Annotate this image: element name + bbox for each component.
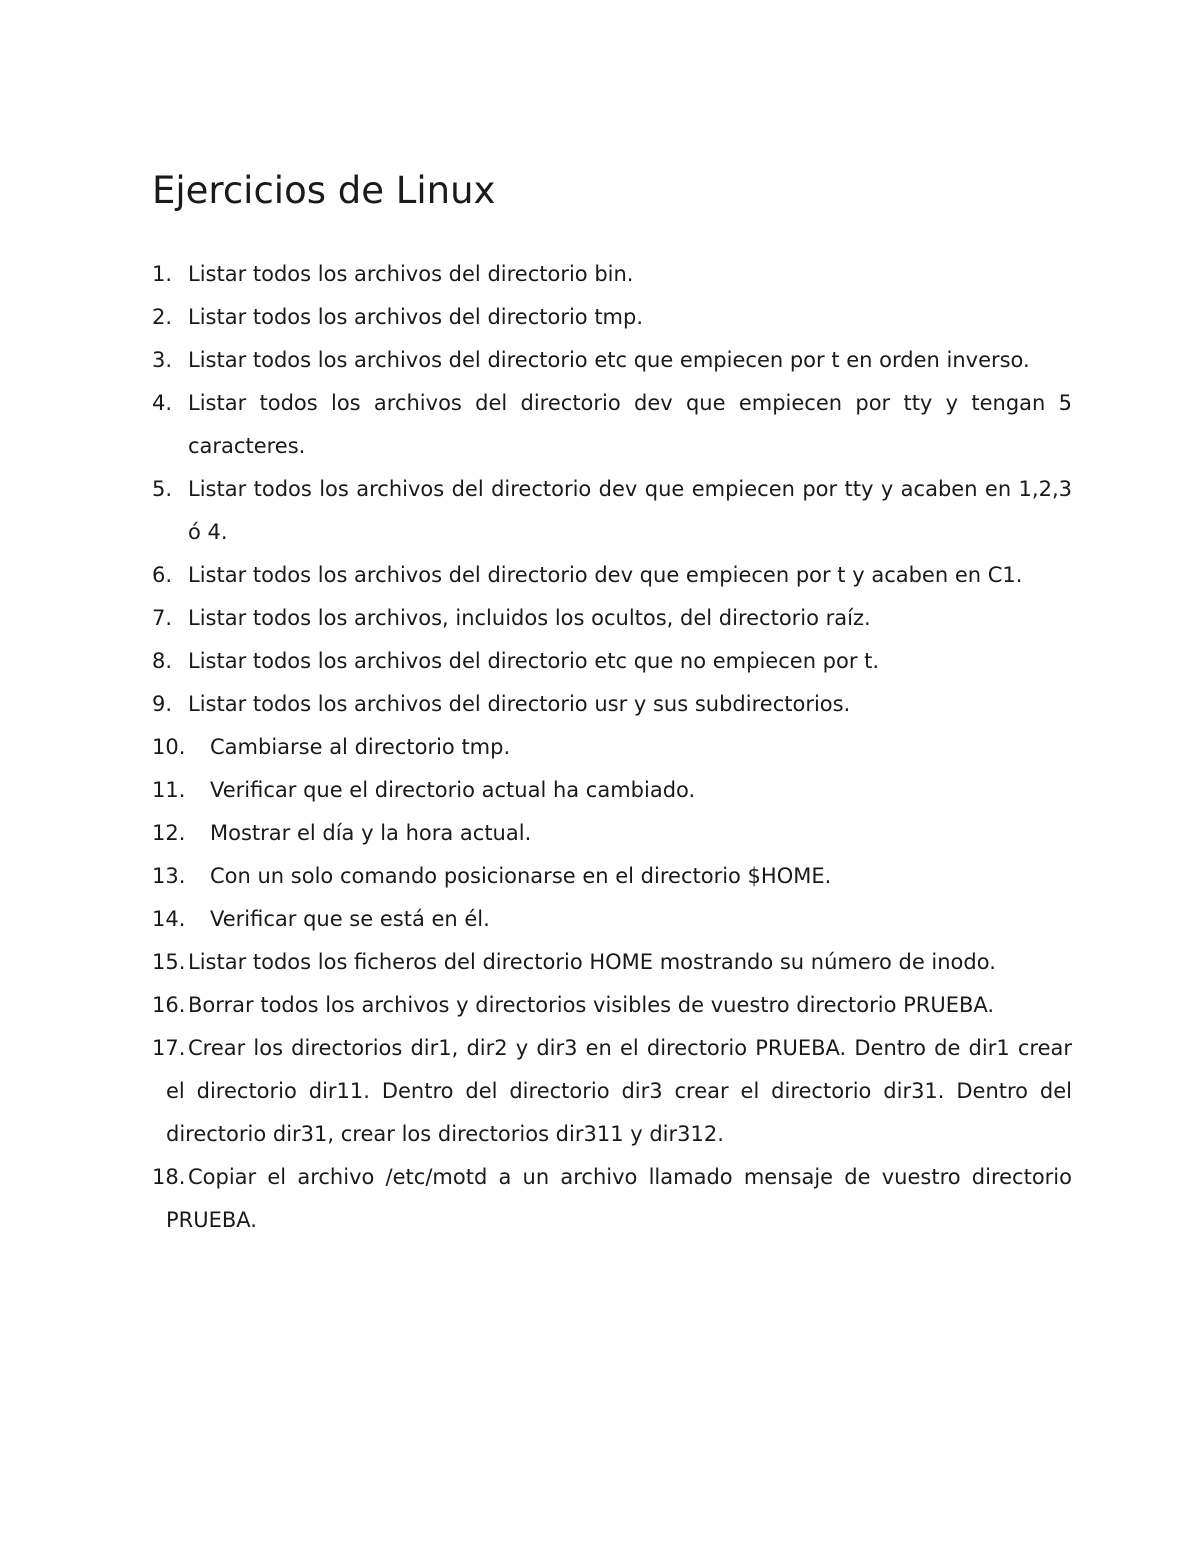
item-number: 6. [152,563,173,587]
item-number: 14. [152,907,186,931]
item-text: Listar todos los ficheros del directorio HOME mostrando su número de inodo. [188,950,996,974]
item-number: 16. [152,993,186,1017]
list-item [152,726,1072,769]
list-item [152,339,1072,382]
list-item [152,898,1072,941]
item-number: 8. [152,649,173,673]
item-text: Listar todos los archivos del directorio usr y sus subdirectorios. [188,692,851,716]
list-item [152,597,1072,640]
item-number: 18. [152,1165,186,1189]
item-text: Listar todos los archivos del directorio dev que empiecen por tty y acaben en 1,2,3 ó 4. [188,477,1072,544]
item-number: 7. [152,606,173,630]
item-number: 13. [152,864,186,888]
item-number: 9. [152,692,173,716]
item-text: Mostrar el día y la hora actual. [210,821,532,845]
list-item [152,941,1072,984]
item-number: 11. [152,778,186,802]
item-text: Listar todos los archivos del directorio dev que empiecen por tty y tengan 5 caracteres. [188,391,1072,458]
list-item [152,382,1072,468]
item-number: 1. [152,262,173,286]
item-text: Borrar todos los archivos y directorios visibles de vuestro directorio PRUEBA. [188,993,995,1017]
item-text: Cambiarse al directorio tmp. [210,735,511,759]
item-text: Listar todos los archivos del directorio dev que empiecen por t y acaben en C1. [188,563,1023,587]
item-text: Listar todos los archivos del directorio etc que no empiecen por t. [188,649,880,673]
list-item [152,1027,1072,1156]
item-number: 15. [152,950,186,974]
item-text: Verificar que el directorio actual ha cambiado. [210,778,696,802]
item-number: 12. [152,821,186,845]
list-item [152,554,1072,597]
list-item [152,640,1072,683]
item-number: 5. [152,477,173,501]
exercise-list [152,253,1072,1242]
page-title: Ejercicios de Linux [152,169,496,212]
item-number: 10. [152,735,186,759]
item-number: 4. [152,391,173,415]
item-number: 3. [152,348,173,372]
list-item [152,253,1072,296]
item-text: Con un solo comando posicionarse en el directorio $HOME. [210,864,832,888]
item-text: Listar todos los archivos, incluidos los ocultos, del directorio raíz. [188,606,871,630]
list-item [152,683,1072,726]
item-text: Crear los directorios dir1, dir2 y dir3 en el directorio PRUEBA. Dentro de dir1 crear el directorio dir11. Dentro del directorio dir3 crear el directorio dir31. Dentro del directorio dir31, crear los directorios dir311 y dir312. [166,1036,1072,1146]
item-text: Verificar que se está en él. [210,907,490,931]
list-item [152,468,1072,554]
item-text: Copiar el archivo /etc/motd a un archivo llamado mensaje de vuestro directorio PRUEBA. [166,1165,1072,1232]
list-item [152,855,1072,898]
item-number: 2. [152,305,173,329]
list-item [152,984,1072,1027]
list-item [152,812,1072,855]
list-item [152,769,1072,812]
item-number: 17. [152,1036,186,1060]
item-text: Listar todos los archivos del directorio tmp. [188,305,644,329]
list-item [152,1156,1072,1242]
item-text: Listar todos los archivos del directorio bin. [188,262,634,286]
list-item [152,296,1072,339]
item-text: Listar todos los archivos del directorio etc que empiecen por t en orden inverso. [188,348,1030,372]
